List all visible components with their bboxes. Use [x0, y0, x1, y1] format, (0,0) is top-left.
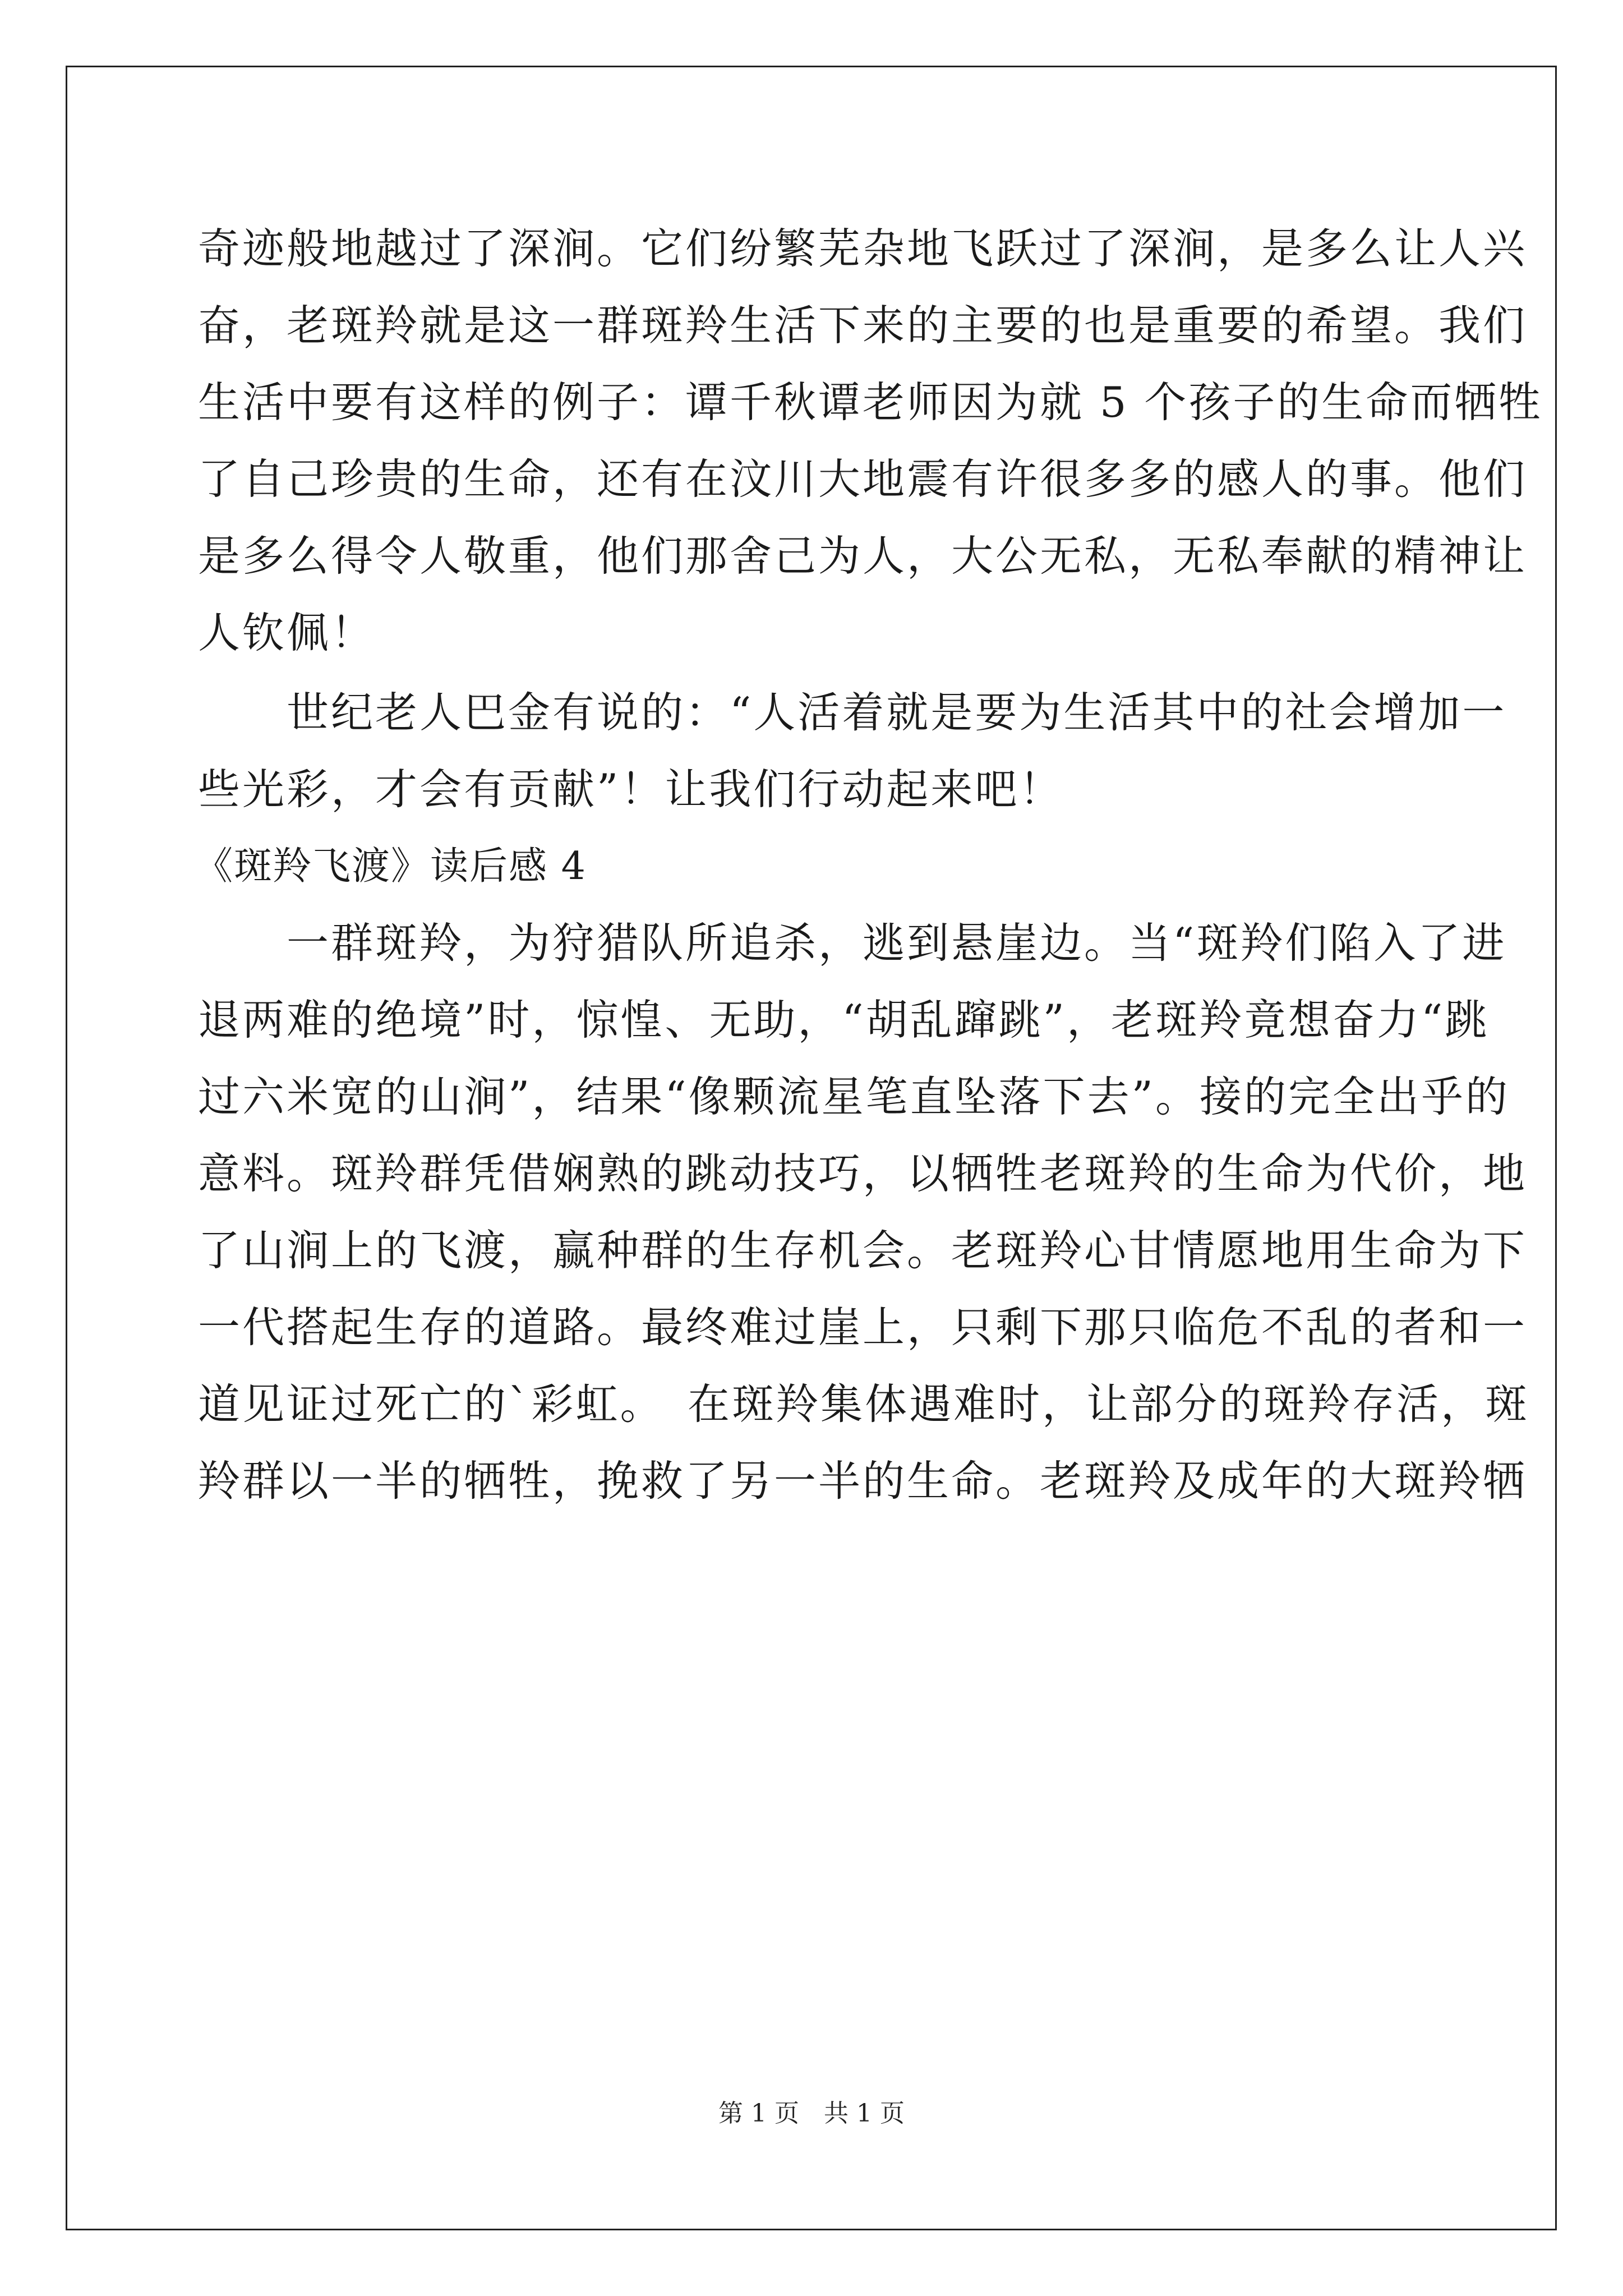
section-heading: 《斑羚飞渡》读后感 4: [195, 844, 587, 889]
text-line: 奇迹般地越过了深涧。它们纷繁芜杂地飞跃过了深涧，是多么让人兴: [198, 224, 1528, 273]
text-line: 生活中要有这样的例子：谭千秋谭老师因为就 5 个孩子的生命而牺牲: [198, 378, 1543, 427]
text-line: 奋，老斑羚就是这一群斑羚生活下来的主要的也是重要的希望。我们: [198, 301, 1528, 350]
text-line: 了山涧上的飞渡，赢种群的生存机会。老斑羚心甘情愿地用生命为下: [198, 1226, 1528, 1275]
paragraph-2: [198, 674, 1507, 828]
text-line: 世纪老人巴金有说的：“人活着就是要为生活其中的社会增加一: [198, 688, 1507, 737]
text-line: 一群斑羚，为狩猎队所追杀，逃到悬崖边。当“斑羚们陷入了进: [198, 918, 1507, 968]
text-line: 一代搭起生存的道路。最终难过崖上，只剩下那只临危不乱的者和一: [198, 1303, 1528, 1352]
text-line: 过六米宽的山涧”，结果“像颗流星笔直坠落下去”。接的完全出乎的: [198, 1072, 1510, 1121]
text-line: 意料。斑羚群凭借娴熟的跳动技巧，以牺牲老斑羚的生命为代价，地: [198, 1149, 1528, 1198]
page-footer: 第 1 页 共 1 页: [718, 2099, 905, 2128]
text-line: 道见证过死亡的`彩虹。 在斑羚集体遇难时，让部分的斑羚存活，斑: [198, 1379, 1530, 1429]
text-line: 些光彩，才会有贡献”！让我们行动起来吧！: [198, 765, 1064, 814]
text-line: 羚群以一半的牺牲，挽救了另一半的生命。老斑羚及成年的大斑羚牺: [198, 1456, 1528, 1506]
paragraph-1: [198, 210, 1543, 671]
paragraph-3: [198, 905, 1530, 1520]
text-line: 了自己珍贵的生命，还有在汶川大地震有许很多多的感人的事。他们: [198, 454, 1528, 504]
text-line: 退两难的绝境”时，惊惶、无助，“胡乱蹿跳”，老斑羚竟想奋力“跳: [198, 995, 1490, 1045]
text-line: 是多么得令人敬重，他们那舍己为人，大公无私，无私奉献的精神让: [198, 531, 1528, 581]
text-line: 人钦佩！: [198, 608, 376, 657]
document-body: [195, 210, 1543, 1520]
